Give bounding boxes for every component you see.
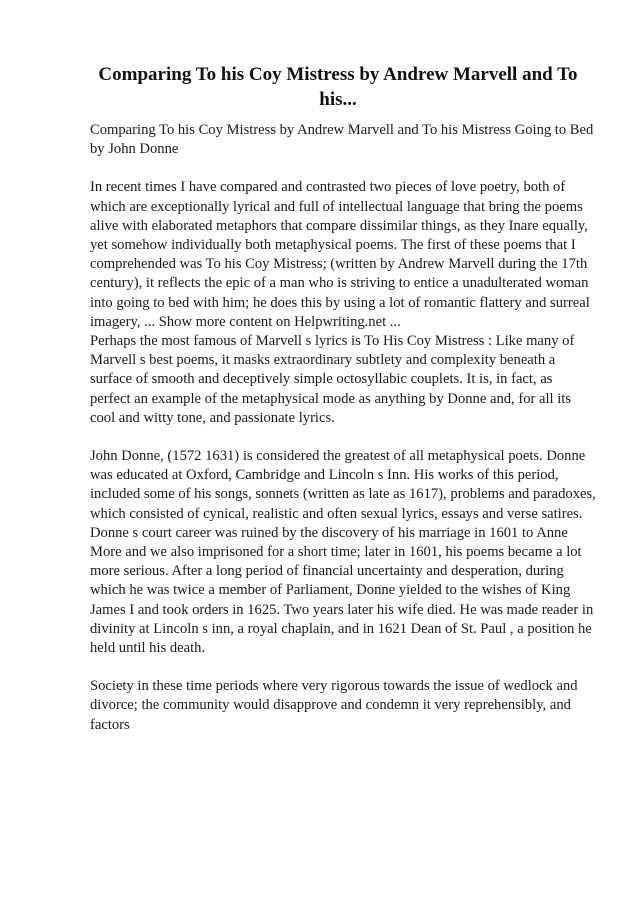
document-title: Comparing To his Coy Mistress by Andrew Marvell and To his... <box>98 64 578 110</box>
paragraph-intro: In recent times I have compared and contrasted two pieces of love poetry, both of which are exceptionally lyrical and full of intellectual language that bring the poems alive with elaborated metaphors that compare dissimilar things, as they Inare equally, yet somehow individually both metaphysical poems. The first of these poems that I comprehended was To his Coy Mistress; (written by Andrew Marvell during the 17th century), it reflects the epic of a man who is striving to entice a unadulterated woman into going to bed with him; he does this by using a lot of romantic flattery and surreal imagery, ... Show more content on Helpwriting.net ... <box>90 179 590 330</box>
paragraph-marvell: Perhaps the most famous of Marvell s lyrics is To His Coy Mistress : Like many of Marvell s best poems, it masks extraordinary subtlety and complexity beneath a surface of smooth and deceptively simple octosyllabic couplets. It is, in fact, as perfect an example of the metaphysical mode as anything by Donne and, for all its cool and witty tone, and passionate lyrics. <box>90 333 575 426</box>
paragraph-donne: John Donne, (1572 1631) is considered the greatest of all metaphysical poets. Donne was educated at Oxford, Cambridge and Lincoln s Inn. His works of this period, included some of his songs, sonnets (written as late as 1617), problems and paradoxes, which consisted of cynical, realistic and often sexual lyrics, essays and verse satires. Donne s court career was ruined by the discovery of his marriage in 1601 to Anne More and we also imprisoned for a short time; later in 1601, his poems became a lot more serious. After a long period of financial uncertainty and desperation, during which he was twice a member of Parliament, Donne yielded to the wishes of King James I and took orders in 1625. Two years later his wife died. He was made reader in divinity at Lincoln s inn, a royal chaplain, and in 1621 Dean of St. Paul , a position he held until his death. <box>90 448 596 657</box>
paragraph-society: Society in these time periods where very rigorous towards the issue of wedlock and divorce; the community would disapprove and condemn it very reprehensibly, and factors <box>90 678 578 733</box>
document-subtitle: Comparing To his Coy Mistress by Andrew Marvell and To his Mistress Going to Bed by John Donne <box>90 122 594 158</box>
